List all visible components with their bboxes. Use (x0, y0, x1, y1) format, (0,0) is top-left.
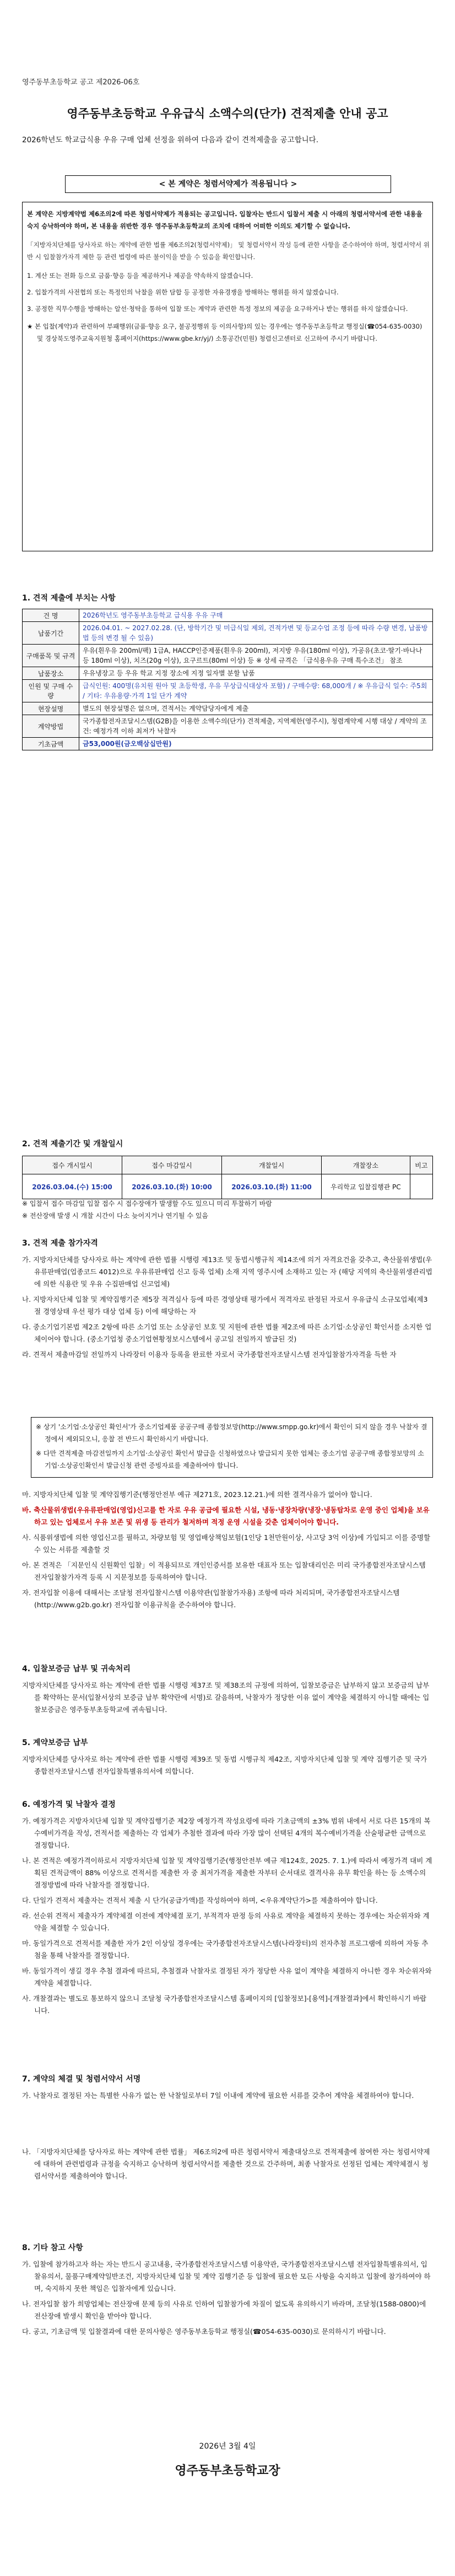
integrity-lead: 본 계약은 지방계약법 제6조의2에 따른 청렴서약제가 적용되는 공고입니다. 입찰자는 반드시 입찰서 제출 시 아래의 청렴서약서에 관한 내용을 숙지 승낙하여야 하며, 본 내용을 위반한 경우 영주동부초등학교의 조치에 대하여 어떠한 이의도 제기할 수 없습니다. (27, 210, 422, 230)
list-item: 사. 개찰결과는 별도로 통보하지 않으니 조달청 국가종합전자조달시스템 홈페이지의 [입찰정보]-[용역]-[개찰결과]에서 확인하시기 바랍니다. (22, 1994, 427, 2015)
table-value: 우유(흰우유 200ml/팩) 1급A, HACCP인증제품(흰우유 200ml), 저지방 우유(180ml 이상), 가공유(초코·딸기·바나나 등 180ml 이상), 치즈(20g 이상), 요구르트(80ml 이상) 등 ※ 상세 규격은 「급식용우유 구매 특수조건」 참조 (79, 645, 433, 667)
integrity-item: 3. 공정한 직무수행을 방해하는 알선·청탁을 통하여 입찰 또는 계약과 관련한 특정 정보의 제공을 요구하거나 받는 행위를 하지 않겠습니다. (27, 305, 408, 313)
list-item: 아. 본 견적은 「지문인식 신원확인 입찰」이 적용되므로 개인인증서를 보유한 대표자 또는 입찰대리인은 미리 국가종합전자조달시스템 전자입찰참가자격 등록 시 지문정보를 등록하여야 합니다. (22, 1561, 426, 1581)
list-item: 바. 축산물위생법(우유류판매업(영업)신고를 한 자로 우유 공급에 필요한 시설, 냉동·냉장차량(냉장·냉동탑차로 운영 중인 업체)을 보유하고 있는 업체로서 우유 보존 및 위생 등 관리가 철저하며 적정 운영 시설을 갖춘 업체이어야 합니다. (22, 1506, 430, 1526)
table-value: 국가종합전자조달시스템(G2B)을 이용한 소액수의(단가) 견적제출, 지역제한(영주시), 청렴계약제 시행 대상 / 계약의 조건: 예정가격 이하 최저가 낙찰자 (79, 715, 433, 738)
table-key: 납품기간 (23, 622, 79, 645)
integrity-box (22, 202, 433, 551)
table-row (23, 680, 433, 702)
list-item: 라. 견적서 제출마감일 전일까지 나라장터 이용자 등록을 완료한 자로서 국가종합전자조달시스템 전자입찰참가자격을 득한 자 (22, 1350, 397, 1359)
integrity-banner: < 본 계약은 청렴서약제가 적용됩니다 > (65, 175, 391, 193)
section-6-heading: 6. 예정가격 및 낙찰자 결정 (22, 1800, 116, 1809)
section-8-body (22, 2258, 433, 2341)
table-value: 금53,000원(금오백삼십만원) (79, 738, 433, 750)
table-key: 현장설명 (23, 702, 79, 715)
list-item: 마. 지방자치단체 입찰 및 계약집행기준(행정안전부 예규 제271호, 2023.12.21.)에 의한 결격사유가 없어야 합니다. (22, 1490, 372, 1499)
section-6-body (22, 1815, 433, 2020)
table-value: 별도의 현장설명은 없으며, 견적서는 계약담당자에게 제출 (79, 702, 433, 715)
section-2-heading: 2. 견적 제출기간 및 개찰일시 (22, 1140, 123, 1149)
section-7-heading: 7. 계약의 체결 및 청렴서약서 서명 (22, 2075, 141, 2084)
table-key: 납품장소 (23, 667, 79, 680)
integrity-list (27, 270, 430, 315)
column-header: 개찰장소 (322, 1156, 410, 1174)
certificate-note-box (31, 1417, 433, 1478)
table-row (23, 715, 433, 738)
column-header: 개찰일시 (222, 1156, 322, 1174)
section-8-heading: 8. 기타 참고 사항 (22, 2244, 83, 2252)
column-header: 접수 마감일시 (122, 1156, 222, 1174)
list-item: 나. 본 견적은 예정가격이하로서 지방자치단체 입찰 및 계약집행기준(행정안전부 예규 제124호, 2025. 7. 1.)에 따라서 예정가격 대비 계획된 견적금액이 88% 이상으로 견적서를 제출한 자 중 최저가격을 제출한 자부터 순서대로 결격사유 유무 확인을 하는 등 소액수의 결정방법에 따라 낙찰자를 결정합니다. (22, 1856, 432, 1889)
notice-date: 2026년 3월 4일 (199, 2442, 256, 2451)
list-item: 다. 중소기업기본법 제2조 2항에 따른 소기업 또는 소상공인 보호 및 지원에 관한 법률 제2조에 따른 소기업·소상공인 확인서를 소지한 업체이어야 합니다. (중소기업청 중소기업현황정보시스템에서 공고일 전일까지 발급된 것) (22, 1323, 432, 1343)
table-key: 인원 및 구매 수량 (23, 680, 79, 702)
section-5-body (22, 1753, 433, 1781)
list-item: 나. 지방자치단체 입찰 및 계약집행기준 제5장 적격심사 등에 따른 경영상태 평가에서 적격자로 판정된 자로서 우유급식 소규모업체(제3절 경영상태 우선 평가 대상 업체 등) 이에 해당하는 자 (22, 1295, 428, 1316)
list-item: 다. 단일가 견적서 제출자는 견적서 제출 시 단가(공급가액)를 작성하여야 하며, <우유계약단가>를 제출하여야 합니다. (22, 1896, 378, 1904)
section-1-heading: 1. 견적 제출에 부치는 사항 (22, 594, 116, 603)
section-7-body (22, 2090, 433, 2186)
opening-place: 우리학교 입찰집행관 PC (322, 1174, 410, 1199)
open-datetime: 2026.03.04.(수) 15:00 (23, 1174, 122, 1199)
section-3-body (22, 1254, 433, 1364)
list-item: 다. 공고, 기초금액 및 입찰결과에 대한 문의사항은 영주동부초등학교 행정실(☎054-635-0030)로 문의하시기 바랍니다. (22, 2327, 386, 2336)
section-4-body (22, 1679, 433, 1719)
table-key: 기초금액 (23, 738, 79, 750)
column-header: 접수 개시일시 (23, 1156, 122, 1174)
page-title: 영주동부초등학교 우유급식 소액수의(단가) 견적제출 안내 공고 (67, 107, 388, 120)
integrity-item: 1. 계산 또는 전화 등으로 금품·향응 등을 제공하거나 제공을 약속하지 않겠습니다. (27, 272, 253, 280)
column-header: 비고 (410, 1156, 432, 1174)
table-value: 2026.04.01. ~ 2027.02.28. (단, 방학기간 및 미급식일 제외, 견적가변 및 등교수업 조정 등에 따라 수량 변경, 납품방법 등의 변경 될 수 있음) (79, 622, 433, 645)
section-5-heading: 5. 계약보증금 납부 (22, 1738, 88, 1747)
table-header-row (23, 1156, 433, 1174)
list-item: 가. 지방자치단체를 당사자로 하는 계약에 관한 법률 시행령 제13조 및 동법시행규칙 제14조에 의거 자격요건을 갖추고, 축산물위생법(우유류판매업(업종코드 4012)으로 우유류판매업 신고 등록 업체) 소재 지역 영주시에 소재하고 있는 자 (해당 지역의 축산물위생관리법에 의한 식용란 및 우유 수집판매업 신고업체) (22, 1255, 432, 1288)
list-item: 마. 동일가격으로 견적서를 제출한 자가 2인 이상일 경우에는 국가종합전자조달시스템(나라장터)의 전자추첨 프로그램에 의하여 자동 추첨을 통해 낙찰자를 결정합니다. (22, 1939, 429, 1960)
table-row (23, 702, 433, 715)
table-row (23, 645, 433, 667)
list-item: 자. 전자입찰 이용에 대해서는 조달청 전자입찰시스템 이용약관(입찰참가자용) 조항에 따라 처리되며, 국가종합전자조달시스템(http://www.g2b.go.kr) 전자입찰 이용규칙을 준수하여야 합니다. (22, 1588, 400, 1609)
opening-datetime: 2026.03.10.(화) 11:00 (222, 1174, 322, 1199)
schedule-table (22, 1156, 433, 1199)
section-3-heading: 3. 견적 제출 참가자격 (22, 1239, 98, 1248)
table-value: 급식인원: 400명(유치원 원아 및 초등학생, 우유 무상급식대상자 포함) / 구매수량: 68,000개 / ※ 우유급식 일수: 주5회 / 기타: 우유용량·가격 1일 단가 계약 (79, 680, 433, 702)
remarks (410, 1174, 432, 1199)
table-key: 계약방법 (23, 715, 79, 738)
contract-info-table (22, 609, 433, 750)
table-key: 구매품목 및 규격 (23, 645, 79, 667)
paragraph: 나. 「지방자치단체를 당사자로 하는 계약에 관한 법률」 제6조의2에 따른 청렴서약서 제출대상으로 견적제출에 참여한 자는 청렴서약제에 대하여 관련법령과 규정을 숙지하고 승낙하며 청렴서약서를 제출한 것으로 간주하며, 최종 낙찰자로 선정된 업체는 계약체결시 청렴서약서를 제출하여야 합니다. (22, 2148, 430, 2180)
schedule-note: ※ 입찰서 접수 마감일 입찰 접수 시 접수장애가 발생할 수도 있으니 미리 투찰하기 바람 ※ 전산장애 발생 시 개찰 시간이 다소 늦어지거나 연기될 수 있음 (22, 1200, 272, 1220)
paragraph: 가. 낙찰자로 결정된 자는 특별한 사유가 없는 한 낙찰일로부터 7일 이내에 계약에 필요한 서류를 갖추어 계약을 체결하여야 합니다. (22, 2091, 414, 2100)
list-item: 가. 예정가격은 지방자치단체 입찰 및 계약집행기준 제2장 예정가격 작성요령에 따라 기초금액의 ±3% 범위 내에서 서로 다른 15개의 복수예비가격을 작성, 견적서를 제출하는 각 업체가 추첨한 결과에 따라 가장 많이 선택된 4개의 복수예비가격을 산술평균한 금액으로 결정합니다. (22, 1817, 431, 1849)
notice-number: 영주동부초등학교 공고 제2026-06호 (22, 78, 140, 87)
list-item: 라. 선순위 견적서 제출자가 계약체결 이전에 계약체결 포기, 부적격자 판정 등의 사유로 계약을 체결하지 못하는 경우에는 차순위자와 계약을 체결할 수 있습니다. (22, 1912, 430, 1932)
paragraph: 지방자치단체를 당사자로 하는 계약에 관한 법률 시행령 제37조 및 제38조의 규정에 의하여, 입찰보증금은 납부하지 않고 보증금의 납부를 확약하는 문서(입찰서상의 보증금 납부 확약란에 서명)로 갈음하며, 낙찰자가 정당한 이유 없이 계약을 체결하지 아니할 때에는 입찰보증금은 영주동부초등학교에 귀속됩니다. (22, 1681, 430, 1714)
list-item: 사. 식품위생법에 의한 영업신고를 필하고, 차량보험 및 영업배상책임보험(1인당 1천만원이상, 사고당 3억 이상)에 가입되고 이를 증명할 수 있는 서류를 제출할 것 (22, 1533, 431, 1554)
table-value: 2026학년도 영주동부초등학교 급식용 우유 구매 (79, 609, 433, 622)
paragraph: 지방자치단체를 당사자로 하는 계약에 관한 법률 시행령 제39조 및 동법 시행규칙 제42조, 지방자치단체 입찰 및 계약 집행기준 및 국가종합전자조달시스템 전자입찰특별유의서에 의합니다. (22, 1755, 427, 1775)
list-item: 가. 입찰에 참가하고자 하는 자는 반드시 공고내용, 국가종합전자조달시스템 이용약관, 국가종합전자조달시스템 전자입찰특별유의서, 입찰유의서, 물품구매계약일반조건, 지방자치단체 입찰 및 계약 집행기준 등 입찰에 필요한 모든 사항을 숙지하고 입찰에 참가하여야 하며, 숙지하지 못한 책임은 입찰자에게 있습니다. (22, 2260, 431, 2293)
table-value: 우유냉장고 등 우유 학교 지정 장소에 지정 일자별 분할 납품 (79, 667, 433, 680)
intro-text: 2026학년도 학교급식용 우유 구매 업체 선정을 위하여 다음과 같이 견적제출을 공고합니다. (22, 136, 318, 144)
issuer-name: 영주동부초등학교장 (175, 2464, 280, 2478)
list-item: 바. 동일가격이 생길 경우 추첨 결과에 따르되, 추첨결과 낙찰자로 결정된 자가 정당한 사유 없이 계약을 체결하지 아니한 경우 차순위자와 계약을 체결합니다. (22, 1967, 432, 1987)
integrity-note: 「지방자치단체를 당사자로 하는 계약에 관한 법률 제6조의2(청렴서약제)」 및 청렴서약서 작성 등에 관한 사항을 준수하여야 하며, 청렴서약서 위반 시 입찰참가자격 제한 등 관련 법령에 따른 불이익을 받을 수 있음을 확인합니다. (27, 241, 430, 261)
list-item: 나. 전자입찰 참가 희망업체는 전산장애 문제 등의 사유로 인하여 입찰참가에 차질이 없도록 유의하시기 바라며, 조달청(1588-0800)에 전산장애 발생시 확인을 받아야 합니다. (22, 2300, 426, 2320)
note-item: ※ 다만 견적제출 마감전일까지 소기업·소상공인 확인서 발급을 신청하였으나 발급되지 못한 업체는 중소기업 공공구매 종합정보망의 소기업·소상공인확인서 발급신청 관련 증빙자료를 제출하여야 합니다. (36, 1450, 424, 1469)
table-row (23, 609, 433, 622)
table-row (23, 622, 433, 645)
table-row (23, 1174, 433, 1199)
close-datetime: 2026.03.10.(화) 10:00 (122, 1174, 222, 1199)
table-row (23, 738, 433, 750)
section-3-extra (22, 1489, 433, 1614)
integrity-item: 2. 입찰가격의 사전협의 또는 특정인의 낙찰을 위한 담합 등 공정한 자유경쟁을 방해하는 행위를 하지 않겠습니다. (27, 288, 339, 296)
section-4-heading: 4. 입찰보증금 납부 및 귀속처리 (22, 1665, 131, 1673)
table-row (23, 667, 433, 680)
integrity-report-note: ★ 본 입찰(계약)과 관련하여 부패행위(금품·향응 요구, 불공정행위 등 이의사항)의 있는 경우에는 영주동부초등학교 행정실(☎054-635-0030) 및 경상북도영주교육지원청 홈페이지(https://www.gbe.kr/yj/) 소통공간(민원) 청렴신고센터로 신고하여 주시기 바랍니다. (27, 323, 422, 342)
table-key: 건 명 (23, 609, 79, 622)
note-item: ※ 상기 '소기업·소상공인 확인서'가 중소기업제품 공공구매 종합정보망(http://www.smpp.go.kr)에서 확인이 되지 않을 경우 낙찰자 결정에서 제외되오니, 응찰 전 반드시 확인하시기 바랍니다. (36, 1423, 427, 1443)
